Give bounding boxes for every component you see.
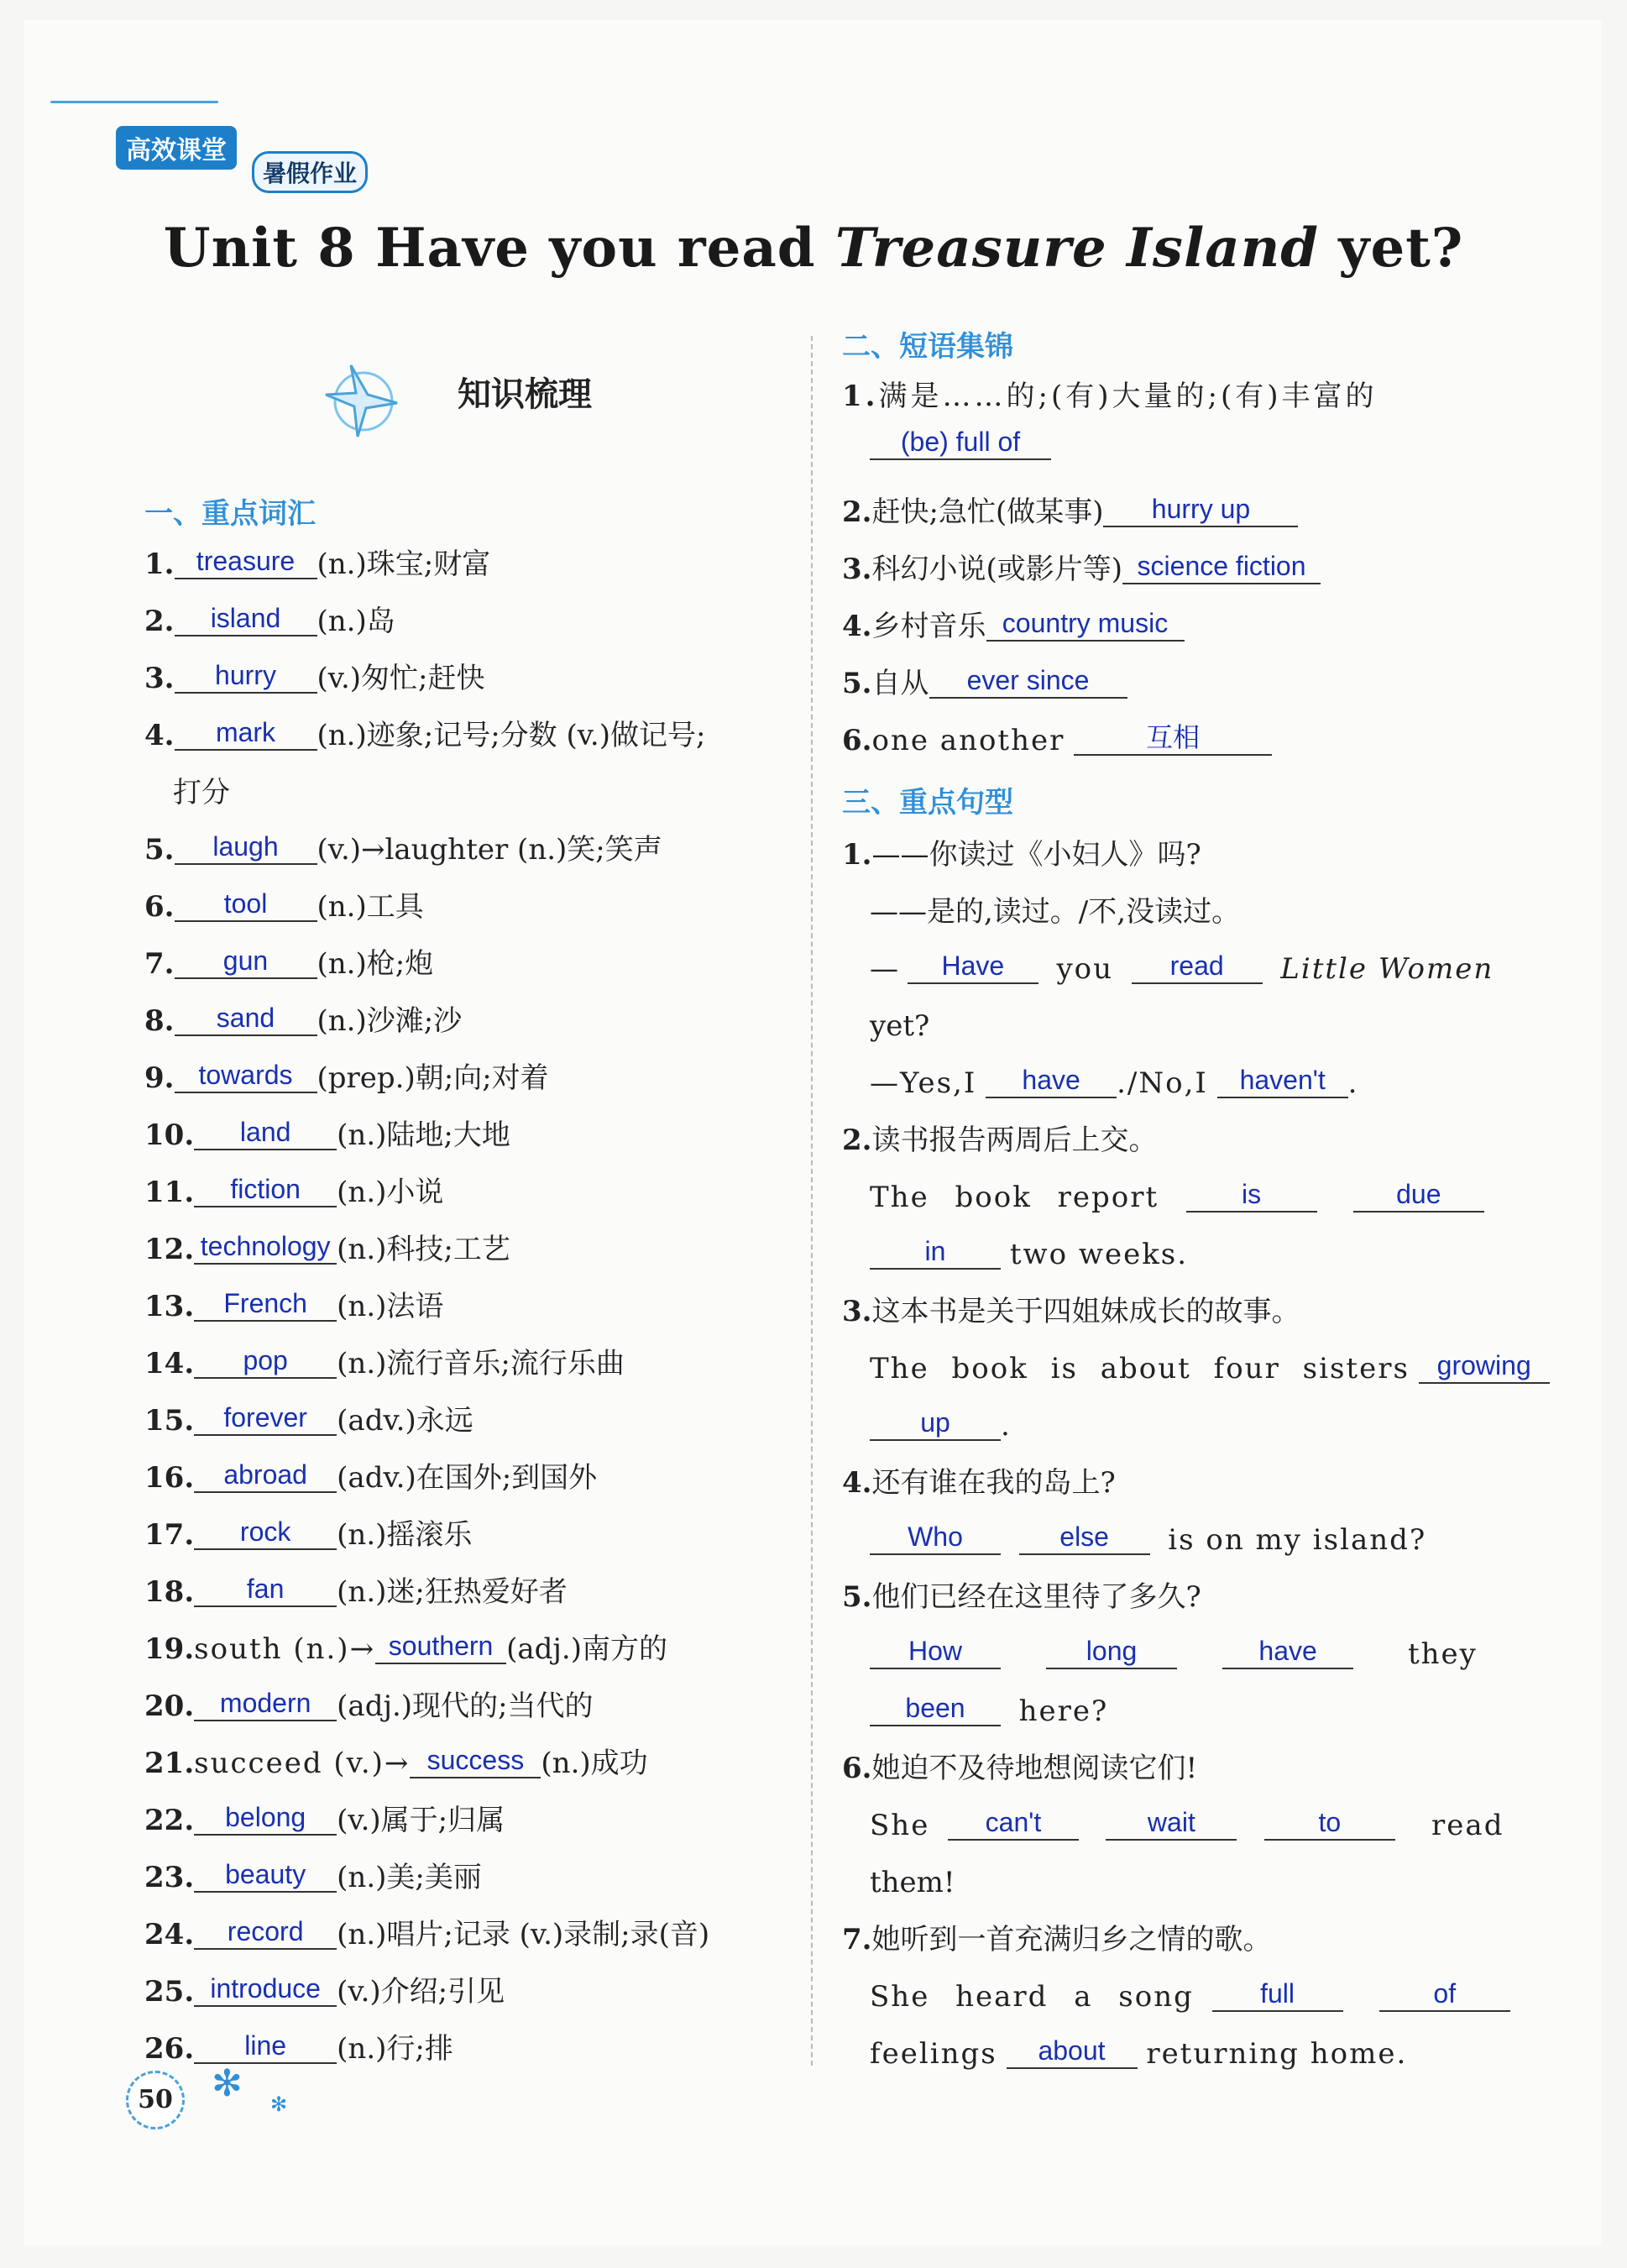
vocab-definition: (n.)枪;炮: [317, 947, 434, 981]
vocab-item: [144, 1518, 472, 1553]
phrase-item: 5.自从 ever since: [842, 667, 1127, 702]
answer-blank: haven't: [1217, 1063, 1348, 1098]
vocab-definition: (n.)唱片;记录 (v.)录制;录(音): [337, 1918, 710, 1951]
answer-blank: sand: [175, 1001, 317, 1036]
item-number: 4.: [144, 719, 175, 752]
answer-blank: in: [870, 1234, 1001, 1270]
answer-blank: can't: [948, 1805, 1079, 1841]
answer-blank: mark: [175, 715, 317, 751]
item-number: 13.: [144, 1290, 195, 1323]
vocab-item: [144, 890, 424, 925]
section-sentences-heading: 三、重点句型: [842, 786, 1013, 820]
knowledge-title: 知识梳理: [458, 375, 592, 414]
item-number: 21.: [144, 1747, 195, 1780]
item-number: 12.: [144, 1233, 195, 1266]
answer-blank: (be) full of: [870, 425, 1051, 460]
sentence-cn: ——是的,读过。/不,没读过。: [870, 895, 1241, 929]
vocab-definition: (v.)→laughter (n.)笑;笑声: [317, 833, 662, 867]
vocab-definition: (adj.)南方的: [506, 1632, 667, 1666]
answer-blank: country music: [986, 606, 1185, 642]
vocab-item: [144, 1747, 648, 1782]
answer-blank: beauty: [194, 1857, 337, 1893]
vocab-definition: (adj.)现代的;当代的: [337, 1689, 594, 1723]
vocab-item: [144, 1861, 482, 1896]
item-number: 7.: [144, 947, 175, 981]
answer-blank: growing: [1419, 1349, 1550, 1384]
answer-blank: have: [1222, 1634, 1353, 1669]
vocab-source-word: succeed (v.)→: [194, 1747, 411, 1780]
item-number: 19.: [144, 1632, 195, 1666]
vocab-definition: (n.)岛: [317, 605, 395, 638]
vocab-definition: (n.)流行音乐;流行乐曲: [337, 1347, 625, 1380]
sentence-en: up .: [870, 1409, 1010, 1444]
vocab-definition: (n.)法语: [337, 1290, 444, 1323]
answer-blank: forever: [194, 1401, 337, 1436]
vocab-item: [144, 1461, 597, 1496]
flower-decoration-icon: ✻: [212, 2062, 243, 2105]
vocab-item: [144, 1632, 667, 1668]
answer-blank: is: [1186, 1177, 1317, 1213]
phrase-item: 3.科幻小说(或影片等) science fiction: [842, 553, 1321, 588]
item-number: 15.: [144, 1404, 195, 1438]
vocab-definition: (n.)小说: [337, 1176, 444, 1209]
column-divider: [811, 336, 813, 2066]
item-number: 25.: [144, 1975, 195, 2009]
answer-blank: modern: [194, 1686, 337, 1721]
vocab-definition: (n.)工具: [317, 890, 424, 924]
sentence-en: How long have they: [870, 1637, 1478, 1673]
vocab-definition: (n.)行;排: [337, 2032, 453, 2066]
answer-blank: How: [870, 1634, 1001, 1669]
vocab-definition: (v.)属于;归属: [337, 1804, 505, 1837]
star-decoration-icon: [317, 353, 410, 445]
item-number: 1.: [144, 547, 175, 581]
vocab-definition: (n.)成功: [541, 1747, 648, 1780]
phrase-item: 1.满是……的;(有)大量的;(有)丰富的: [842, 380, 1378, 413]
vocab-definition: (n.)迷;狂热爱好者: [337, 1575, 568, 1609]
vocab-definition: (v.)介绍;引见: [337, 1975, 505, 2009]
answer-blank: been: [870, 1691, 1001, 1726]
section-phrases-heading: 二、短语集锦: [842, 330, 1013, 364]
sentence-en: —Yes,I have ./No,I haven't .: [870, 1065, 1358, 1100]
header-decoration-line: [50, 101, 218, 103]
answer-blank: island: [175, 601, 317, 636]
answer-blank: belong: [194, 1800, 337, 1836]
item-number: 2.: [144, 605, 175, 638]
vocab-definition: (n.)摇滚乐: [337, 1518, 473, 1552]
answer-blank: hurry up: [1103, 492, 1298, 527]
answer-blank: success: [410, 1743, 541, 1778]
vocab-definition: (prep.)朝;向;对着: [317, 1061, 549, 1095]
vocab-definition: (n.)美;美丽: [337, 1861, 482, 1894]
answer-blank: full: [1212, 1977, 1343, 2012]
sentence-cn: 2.读书报告两周后上交。: [842, 1124, 1158, 1157]
answer-blank: land: [194, 1115, 337, 1150]
vocab-definition: (v.)匆忙;赶快: [317, 662, 485, 695]
item-number: 18.: [144, 1575, 195, 1609]
answer-blank: treasure: [175, 544, 317, 579]
sentence-en: feelings about returning home.: [870, 2035, 1408, 2071]
answer-blank: record: [194, 1914, 337, 1950]
sentence-en: The book is about four sisters growing: [870, 1352, 1550, 1387]
flower-small-decoration-icon: ✻: [270, 2093, 288, 2116]
vocab-source-word: south (n.)→: [194, 1632, 376, 1666]
sentence-en: yet?: [870, 1009, 930, 1043]
sentence-cn: 5.他们已经在这里待了多久?: [842, 1580, 1201, 1614]
sentence-en: in two weeks.: [870, 1238, 1188, 1273]
vocab-item: [144, 1804, 505, 1839]
answer-blank: Who: [870, 1520, 1001, 1555]
vocab-item: [144, 1975, 505, 2010]
item-number: 26.: [144, 2032, 195, 2066]
answer-blank: science fiction: [1122, 549, 1321, 584]
answer-blank: have: [986, 1063, 1117, 1098]
sentence-en: The book report is due: [870, 1181, 1484, 1216]
sentence-cn: 3.这本书是关于四姐妹成长的故事。: [842, 1295, 1300, 1328]
answer-blank: Have: [908, 949, 1038, 984]
page-number: 50: [126, 2071, 185, 2129]
answer-blank: introduce: [194, 1972, 337, 2007]
page-title: Unit 8 Have you read Treasure Island yet?: [163, 217, 1464, 280]
item-number: 22.: [144, 1804, 195, 1837]
sentence-cn: 1.——你读过《小妇人》吗?: [842, 838, 1201, 872]
vocab-item: [144, 1404, 473, 1439]
vocab-item: [173, 776, 230, 809]
brand-badge: 高效课堂: [116, 126, 237, 170]
vocab-item: [144, 1004, 462, 1040]
phrase-answer-row: [870, 428, 1051, 464]
answer-blank: towards: [175, 1058, 317, 1093]
answer-blank: of: [1379, 1977, 1510, 2012]
vocab-definition: (adv.)永远: [337, 1404, 473, 1438]
answer-blank: fan: [194, 1572, 337, 1607]
item-number: 20.: [144, 1689, 195, 1723]
sentence-cn: 4.还有谁在我的岛上?: [842, 1466, 1116, 1500]
answer-blank: gun: [175, 944, 317, 979]
sentence-cn: 7.她听到一首充满归乡之情的歌。: [842, 1923, 1272, 1956]
answer-blank: laugh: [175, 830, 317, 865]
item-number: 8.: [144, 1004, 175, 1038]
vocab-item: [144, 2032, 453, 2067]
phrase-item: 4.乡村音乐 country music: [842, 610, 1185, 645]
answer-blank: technology: [194, 1229, 337, 1265]
answer-blank: tool: [175, 887, 317, 922]
vocab-item: [144, 547, 490, 583]
vocab-item: [144, 662, 484, 697]
sentence-en: — Have you read Little Women: [870, 951, 1494, 986]
sentence-en: them!: [870, 1866, 955, 1899]
answer-blank: due: [1353, 1177, 1484, 1213]
subbrand-badge: 暑假作业: [252, 151, 368, 193]
vocab-definition: (n.)珠宝;财富: [317, 547, 491, 581]
item-number: 10.: [144, 1118, 195, 1152]
vocab-item: [144, 1176, 443, 1211]
vocab-item: [144, 1233, 510, 1268]
sentence-en: She can't wait to read: [870, 1807, 1504, 1842]
vocab-item: [144, 1061, 549, 1097]
answer-blank: fiction: [194, 1172, 337, 1207]
vocab-item: [144, 1575, 568, 1611]
vocab-item: [144, 1347, 625, 1382]
answer-blank: long: [1046, 1634, 1177, 1669]
section-vocab-heading: 一、重点词汇: [144, 497, 316, 531]
answer-blank: abroad: [194, 1458, 337, 1493]
item-number: 3.: [144, 662, 175, 695]
answer-blank: to: [1264, 1805, 1395, 1841]
sentence-en: She heard a song full of: [870, 1980, 1510, 2015]
item-number: 9.: [144, 1061, 175, 1095]
answer-blank: wait: [1106, 1805, 1237, 1841]
phrase-item: 6.one another 互相: [842, 724, 1272, 759]
vocab-definition: (n.)沙滩;沙: [317, 1004, 463, 1038]
answer-blank: southern: [375, 1629, 506, 1664]
item-number: 5.: [144, 833, 175, 867]
vocab-definition: (n.)科技;工艺: [337, 1233, 510, 1266]
item-number: 14.: [144, 1347, 195, 1380]
sentence-cn: 6.她迫不及待地想阅读它们!: [842, 1752, 1198, 1785]
item-number: 16.: [144, 1461, 195, 1495]
vocab-item: [144, 947, 433, 982]
vocab-definition: (n.)迹象;记号;分数 (v.)做记号;: [317, 719, 706, 752]
item-number: 11.: [144, 1176, 195, 1209]
answer-blank: French: [194, 1286, 337, 1322]
item-number: 24.: [144, 1918, 195, 1951]
vocab-item: [144, 719, 705, 754]
vocab-definition: 打分: [173, 776, 230, 809]
item-number: 17.: [144, 1518, 195, 1552]
vocab-item: [144, 1918, 709, 1953]
phrase-item: 2.赶快;急忙(做某事) hurry up: [842, 495, 1298, 531]
vocab-definition: (adv.)在国外;到国外: [337, 1461, 598, 1495]
answer-blank: up: [870, 1406, 1001, 1441]
vocab-item: [144, 605, 395, 640]
vocab-item: [144, 1689, 594, 1725]
answer-blank: 互相: [1074, 720, 1272, 756]
sentence-en: been here?: [870, 1694, 1108, 1730]
answer-blank: about: [1007, 2034, 1138, 2069]
answer-blank: line: [194, 2029, 337, 2064]
answer-blank: else: [1019, 1520, 1150, 1555]
sentence-en: Who else is on my island?: [870, 1523, 1426, 1558]
vocab-item: [144, 833, 662, 868]
answer-blank: rock: [194, 1515, 337, 1550]
answer-blank: pop: [194, 1344, 337, 1379]
vocab-item: [144, 1290, 443, 1325]
answer-blank: hurry: [175, 658, 317, 694]
vocab-item: [144, 1118, 510, 1154]
item-number: 23.: [144, 1861, 195, 1894]
answer-blank: ever since: [929, 663, 1127, 699]
answer-blank: read: [1132, 949, 1263, 984]
item-number: 6.: [144, 890, 175, 924]
vocab-definition: (n.)陆地;大地: [337, 1118, 510, 1152]
